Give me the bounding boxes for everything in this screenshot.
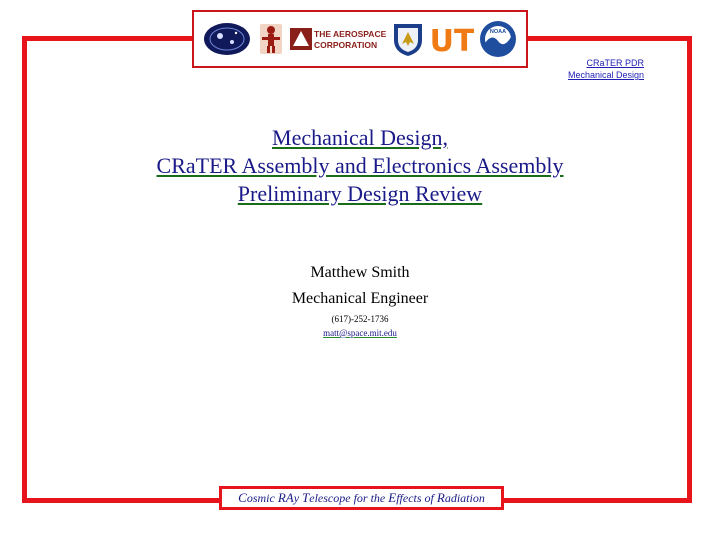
noaa-logo bbox=[478, 19, 518, 59]
footer-ra-rest: y bbox=[293, 490, 303, 505]
tag-line-2[interactable]: Mechanical Design bbox=[567, 70, 644, 80]
footer-c-rest: osmic bbox=[246, 490, 278, 505]
author-phone: (617)-252-1736 bbox=[331, 314, 389, 324]
slide-title bbox=[0, 124, 720, 208]
ut-text: UT bbox=[430, 24, 474, 58]
noaa-text: NOAA bbox=[489, 29, 507, 35]
footer-c-initial: C bbox=[238, 490, 247, 505]
title-line-2: CRaTER Assembly and Electronics Assembly bbox=[156, 153, 564, 178]
figure-emblem-logo bbox=[256, 20, 286, 58]
ut-logo bbox=[430, 20, 474, 58]
corner-tag bbox=[568, 57, 644, 81]
logo-strip bbox=[192, 10, 528, 68]
footer-tagline bbox=[219, 486, 504, 510]
footer-t-initial: T bbox=[302, 490, 310, 505]
footer-e-rest: ffects of bbox=[396, 490, 437, 505]
contact-block bbox=[0, 312, 720, 340]
author-email-link[interactable]: matt@space.mit.edu bbox=[323, 328, 397, 338]
aerospace-text-line2: CORPORATION bbox=[314, 40, 378, 50]
title-line-3: Preliminary Design Review bbox=[237, 181, 483, 206]
footer-r-rest: adiation bbox=[444, 490, 485, 505]
air-force-shield-logo bbox=[390, 20, 426, 58]
aerospace-corporation-logo bbox=[290, 24, 386, 54]
author-name: Matthew Smith bbox=[310, 264, 410, 281]
author-role: Mechanical Engineer bbox=[291, 290, 429, 307]
footer-ra-initial: RA bbox=[277, 490, 294, 505]
tag-line-1[interactable]: CRaTER PDR bbox=[586, 58, 644, 68]
author-block bbox=[0, 260, 720, 312]
footer-t-rest: elescope for the bbox=[309, 490, 389, 505]
title-line-1: Mechanical Design, bbox=[272, 125, 448, 150]
footer-e-initial: E bbox=[388, 490, 397, 505]
aerospace-text-line1: THE AEROSPACE bbox=[314, 29, 386, 39]
crater-mission-logo bbox=[202, 21, 252, 57]
footer-r-initial: R bbox=[436, 490, 445, 505]
